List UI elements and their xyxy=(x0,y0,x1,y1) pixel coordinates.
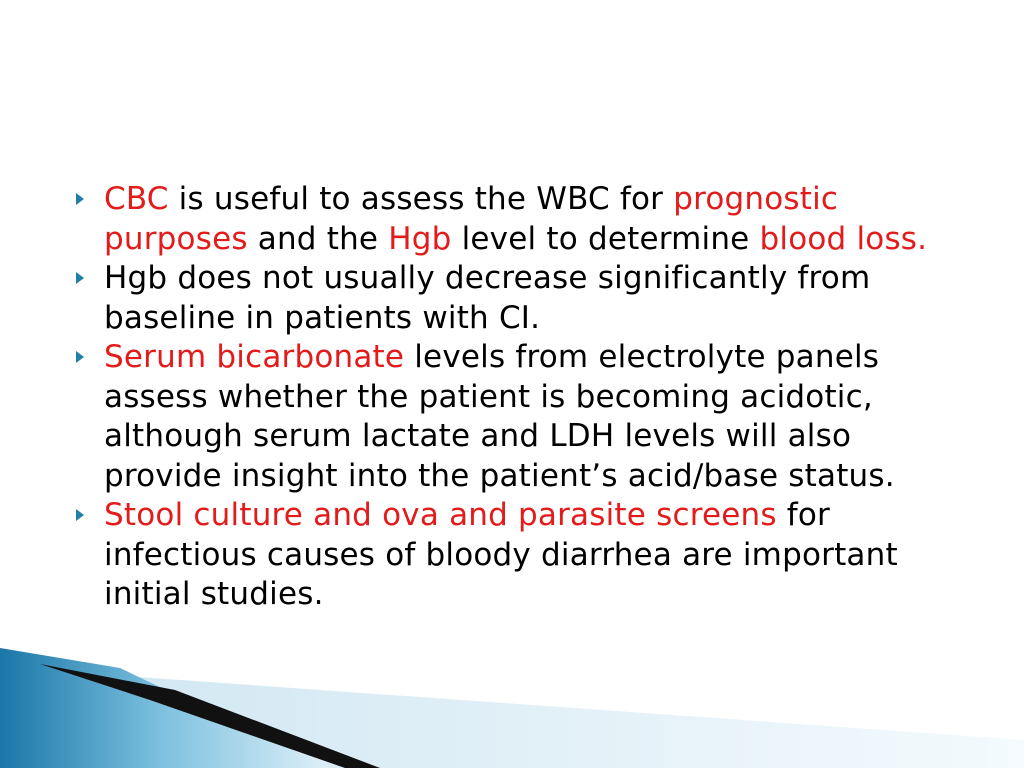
triangle-right-icon xyxy=(76,272,84,284)
bullet-item xyxy=(74,496,954,615)
bullet-list xyxy=(74,180,954,615)
highlighted-text: CBC xyxy=(104,181,169,217)
highlighted-text: prognostic purposes xyxy=(104,181,839,257)
highlighted-text: blood loss. xyxy=(759,220,928,257)
bullet-text: levels from electrolyte panels assess whether the patient is becoming acidotic, although serum lactate and LDH levels will also provide insight into the patient’s acid/base status. xyxy=(104,339,895,494)
triangle-right-icon xyxy=(76,351,84,363)
highlighted-text: Stool culture and ova and parasite screens xyxy=(104,497,777,533)
bullet-item xyxy=(74,180,954,259)
highlighted-text: Serum bicarbonate xyxy=(104,339,405,375)
bullet-text: and the xyxy=(247,220,389,257)
bullet-text: for infectious causes of bloody diarrhea are important initial studies. xyxy=(104,497,898,612)
bullet-text: Hgb does not usually decrease significantly from baseline in patients with CI. xyxy=(104,260,871,336)
bullet-text: is useful to assess the WBC for xyxy=(168,181,674,217)
triangle-right-icon xyxy=(76,193,84,205)
triangle-right-icon xyxy=(76,509,84,521)
bullet-item xyxy=(74,338,954,496)
bullet-item xyxy=(74,259,954,338)
bullet-text: level to determine xyxy=(451,220,760,257)
highlighted-text: Hgb xyxy=(388,220,452,257)
